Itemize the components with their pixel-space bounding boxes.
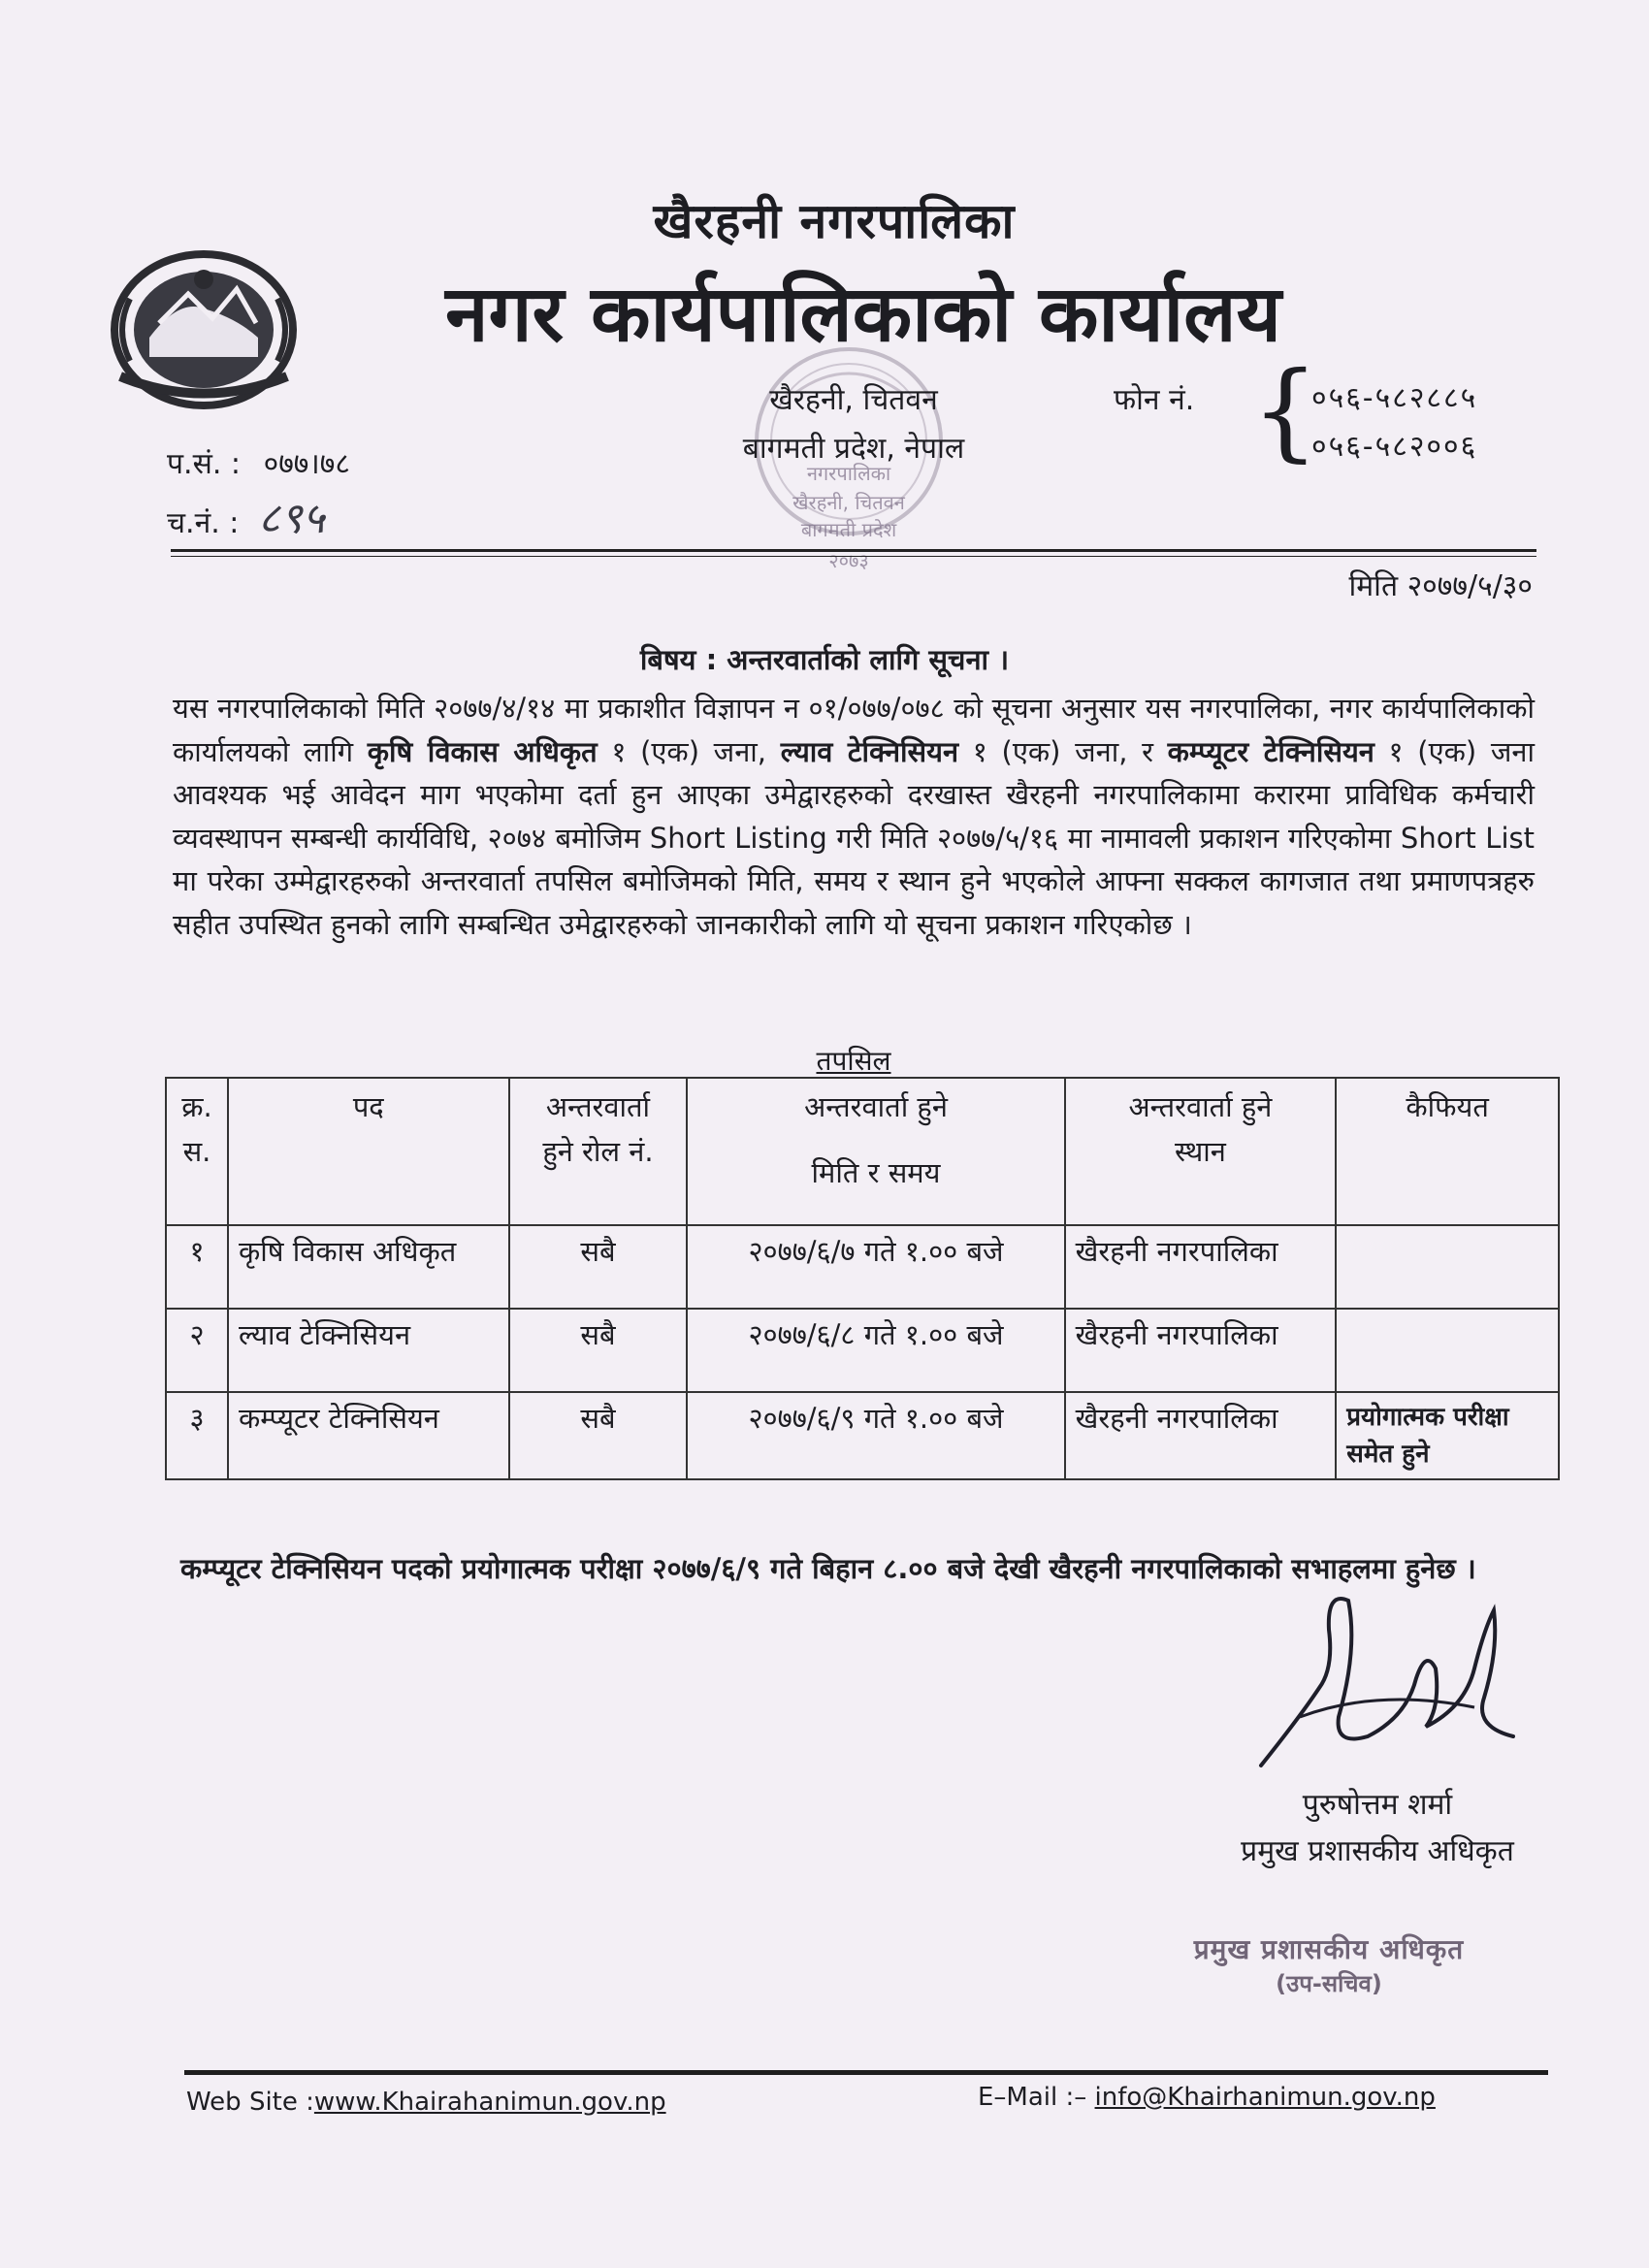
header-remarks: कैफियत [1336,1078,1559,1225]
dispatch-number [167,487,325,545]
header-serial-top: क्र. [181,1090,212,1123]
header-place-bottom: स्थान [1175,1135,1226,1168]
designation-seal [1174,1930,1484,1999]
cell-serial: ३ [166,1392,228,1479]
cell-place: खैरहनी नगरपालिका [1065,1225,1337,1309]
office-name: नगर कार्यपालिकाको कार्यालय [445,269,1281,359]
header-serial [166,1078,228,1225]
header-roll-bottom: हुने रोल नं. [542,1135,654,1168]
email-label: E–Mail :– [978,2083,1095,2112]
stamp-text-4: २०७३ [828,549,869,572]
cell-roll: सबै [509,1225,688,1309]
stamp-text-3: बागमती प्रदेश [800,518,897,541]
cell-place: खैरहनी नगरपालिका [1065,1309,1337,1392]
cell-datetime: २०७७/६/८ गते १.०० बजे [687,1309,1064,1392]
signatory-name: पुरुषोत्तम शर्मा [1302,1788,1453,1822]
header-datetime-top: अन्तरवार्ता हुने [804,1090,948,1123]
dispatch-number-label: च.नं. : [167,506,240,540]
municipality-name: खैरहनी नगरपालिका [653,193,1016,249]
cell-post: कम्प्यूटर टेक्निसियन [228,1392,509,1479]
table-header-row [166,1078,1559,1225]
seal-line-2: (उप-सचिव) [1276,1970,1382,1997]
practical-exam-note: कम्प्यूटर टेक्निसियन पदको प्रयोगात्मक परीक्षा २०७७/६/९ गते बिहान ८.०० बजे देखी खैरहनी नगरपालिकाको सभाहलमा हुनेछ । [180,1552,1476,1585]
notice-body [173,687,1535,946]
dispatch-number-value: ८९५ [257,494,325,543]
post-name-2: ल्याव टेक्निसियन [780,734,959,768]
website-label: Web Site : [186,2088,314,2117]
cell-post: कृषि विकास अधिकृत [228,1225,509,1309]
cell-remarks [1336,1392,1559,1479]
cell-post: ल्याव टेक्निसियन [228,1309,509,1392]
header-roll-top: अन्तरवार्ता [545,1090,651,1123]
cell-place: खैरहनी नगरपालिका [1065,1392,1337,1479]
table-row [166,1309,1559,1392]
header-rule-thin [171,556,1536,557]
body-text-2: १ (एक) जना, [597,734,781,768]
handwritten-signature [1242,1571,1533,1814]
brace-symbol: { [1251,348,1319,472]
address-line-2: बागमती प्रदेश, नेपाल [742,432,965,466]
cell-datetime: २०७७/६/९ गते १.०० बजे [687,1392,1064,1479]
footer-email [978,2083,1436,2112]
post-name-3: कम्प्यूटर टेक्निसियन [1167,734,1374,768]
body-text-1: यस नगरपालिकाको मिति २०७७/४/१४ मा प्रकाशीत विज्ञापन न ०१/०७७/०७८ को सूचना अनुसार यस नगरपालिका, नगर कार्यपालिकाको कार्यालयको लागि [173,692,1535,768]
stamp-text-1: नगरपालिका [806,462,891,485]
header-datetime [687,1078,1064,1225]
header-place-top: अन्तरवार्ता हुने [1128,1090,1273,1123]
reference-number-value: ०७७।७८ [263,447,350,481]
phone-label: फोन नं. [1114,383,1195,417]
stamp-text-2: खैरहनी, चितवन [792,491,905,514]
body-text-4: १ (एक) जना आवश्यक भई आवेदन माग भएकोमा दर्ता हुन आएका उमेद्वारहरुको दरखास्त खैरहनी नगरपालिकामा करारमा प्राविधिक कर्मचारी व्यवस्थापन सम्बन्धी कार्यविधि, २०७४ बमोजिम Short Listing गरी मिति २०७७/५/१६ मा नामावली प्रकाशन गरिएकोमा Short List मा परेका उम्मेद्वारहरुको अन्तरवार्ता तपसिल बमोजिमको मिति, समय र स्थान हुने भएकोले आफ्ना सक्कल कागजात तथा प्रमाणपत्रहरु सहीत उपस्थित हुनको लागि सम्बन्धित उमेद्वारहरुको जानकारीको लागि यो सूचना प्रकाशन गरिएकोछ । [173,734,1536,941]
header-post: पद [228,1078,509,1225]
cell-remarks [1336,1225,1559,1309]
schedule-caption: तपसिल [816,1045,891,1077]
cell-roll: सबै [509,1309,688,1392]
email-link[interactable]: info@Khairhanimun.gov.np [1094,2083,1436,2112]
cell-datetime: २०७७/६/७ गते १.०० बजे [687,1225,1064,1309]
signatory-title: प्रमुख प्रशासकीय अधिकृत [1241,1834,1514,1868]
phone-number-2: ०५६-५८२००६ [1311,430,1478,464]
table-row [166,1392,1559,1479]
cell-remarks [1336,1309,1559,1392]
cell-roll: सबै [509,1392,688,1479]
footer-website [186,2088,666,2117]
remark-line-2: समेत हुने [1346,1440,1430,1469]
website-link[interactable]: www.Khairahanimun.gov.np [313,2088,666,2117]
header-place [1065,1078,1337,1225]
notice-date: मिति २०७७/५/३० [1348,569,1533,603]
header-roll [509,1078,688,1225]
notice-subject: बिषय : अन्तरवार्ताको लागि सूचना । [639,643,1010,676]
header-rule [171,549,1536,552]
phone-number-1: ०५६-५८२८८५ [1311,381,1478,415]
header-serial-bottom: स. [182,1135,211,1168]
reference-number [167,442,350,482]
cell-serial: १ [166,1225,228,1309]
footer-rule [184,2070,1548,2075]
body-text-3: १ (एक) जना, र [958,734,1168,768]
remark-line-1: प्रयोगात्मक परीक्षा [1346,1403,1509,1432]
address-line-1: खैरहनी, चितवन [769,383,938,417]
table-row [166,1225,1559,1309]
post-name-1: कृषि विकास अधिकृत [367,734,598,768]
seal-line-1: प्रमुख प्रशासकीय अधिकृत [1193,1933,1465,1965]
cell-serial: २ [166,1309,228,1392]
header-datetime-bottom: मिति र समय [811,1156,941,1189]
reference-number-label: प.सं. : [167,447,242,481]
interview-schedule-table [165,1077,1560,1480]
nepal-emblem-icon [101,241,307,415]
